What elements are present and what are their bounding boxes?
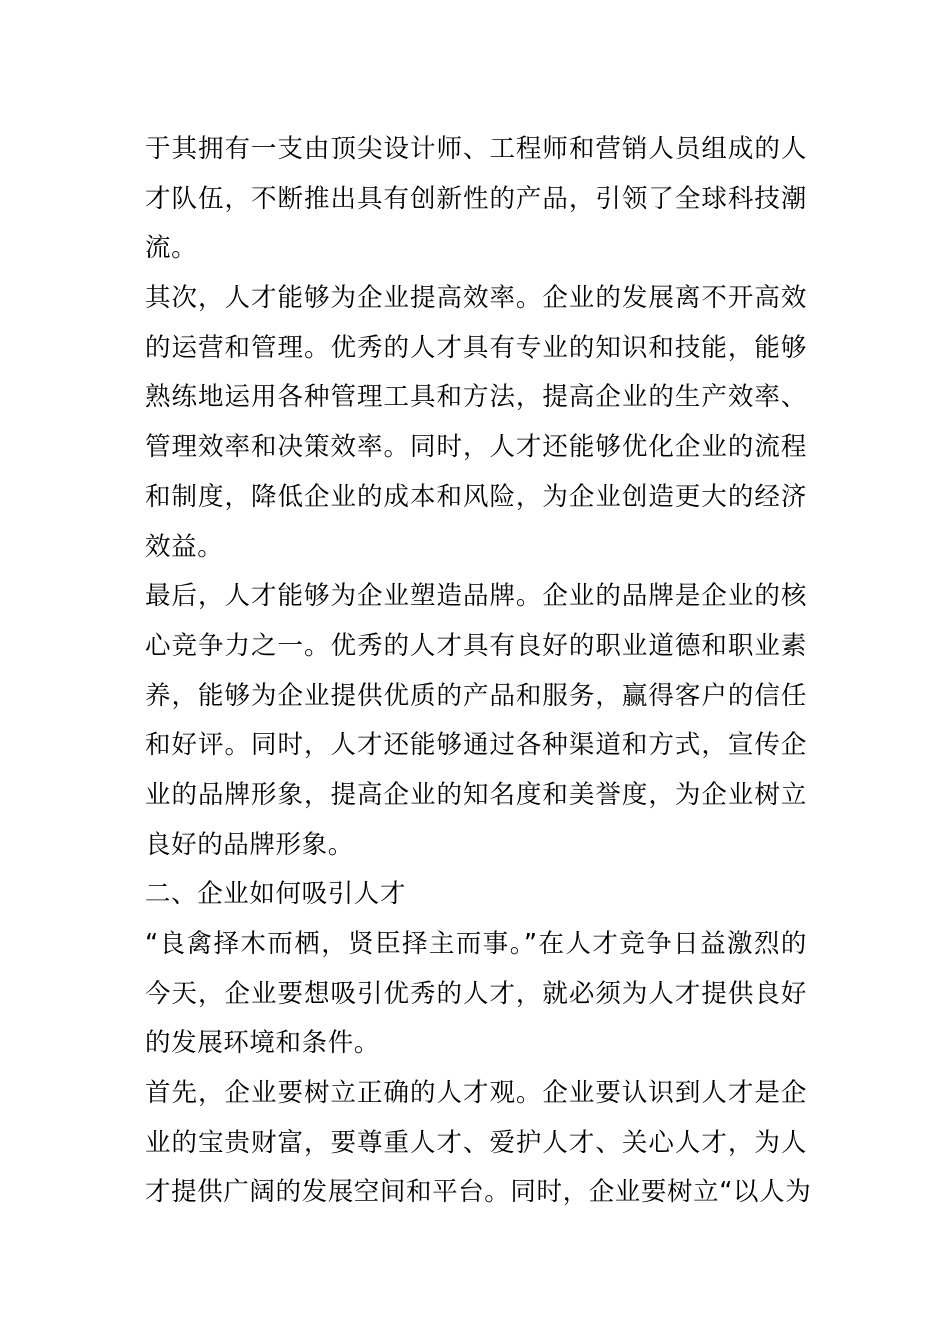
text-line: 效益。 xyxy=(145,531,224,562)
text-line: 良好的品牌形象。 xyxy=(145,829,354,860)
text-line: 业的宝贵财富，要尊重人才、爱护人才、关心人才，为人 xyxy=(145,1127,807,1158)
text-line: “良禽择木而栖，贤臣择主而事。”在人才竞争日益激烈的 xyxy=(145,929,807,959)
text-line: 和好评。同时，人才还能够通过各种渠道和方式，宣传企 xyxy=(145,730,807,761)
section-heading: 二、企业如何吸引人才 xyxy=(145,879,407,910)
text-line: 流。 xyxy=(145,233,198,264)
text-line: 的运营和管理。优秀的人才具有专业的知识和技能，能够 xyxy=(145,332,807,363)
text-line: 今天，企业要想吸引优秀的人才，就必须为人才提供良好 xyxy=(145,978,807,1009)
text-line: 业的品牌形象，提高企业的知名度和美誉度，为企业树立 xyxy=(145,779,807,810)
text-line: 心竞争力之一。优秀的人才具有良好的职业道德和职业素 xyxy=(145,630,807,661)
text-line: 管理效率和决策效率。同时，人才还能够优化企业的流程 xyxy=(145,432,807,463)
text-line: 的发展环境和条件。 xyxy=(145,1028,380,1059)
text-line: 其次，人才能够为企业提高效率。企业的发展离不开高效 xyxy=(145,283,807,314)
text-line: 首先，企业要树立正确的人才观。企业要认识到人才是企 xyxy=(145,1078,807,1109)
text-line: 养，能够为企业提供优质的产品和服务，赢得客户的信任 xyxy=(145,680,807,711)
text-line: 才提供广阔的发展空间和平台。同时，企业要树立“以人为 xyxy=(145,1177,812,1208)
text-line: 才队伍，不断推出具有创新性的产品，引领了全球科技潮 xyxy=(145,183,807,214)
text-line: 最后，人才能够为企业塑造品牌。企业的品牌是企业的核 xyxy=(145,581,807,612)
body-text xyxy=(145,125,812,1218)
text-line: 和制度，降低企业的成本和风险，为企业创造更大的经济 xyxy=(145,481,807,512)
text-line: 于其拥有一支由顶尖设计师、工程师和营销人员组成的人 xyxy=(145,134,807,164)
text-line: 熟练地运用各种管理工具和方法，提高企业的生产效率、 xyxy=(145,382,807,413)
